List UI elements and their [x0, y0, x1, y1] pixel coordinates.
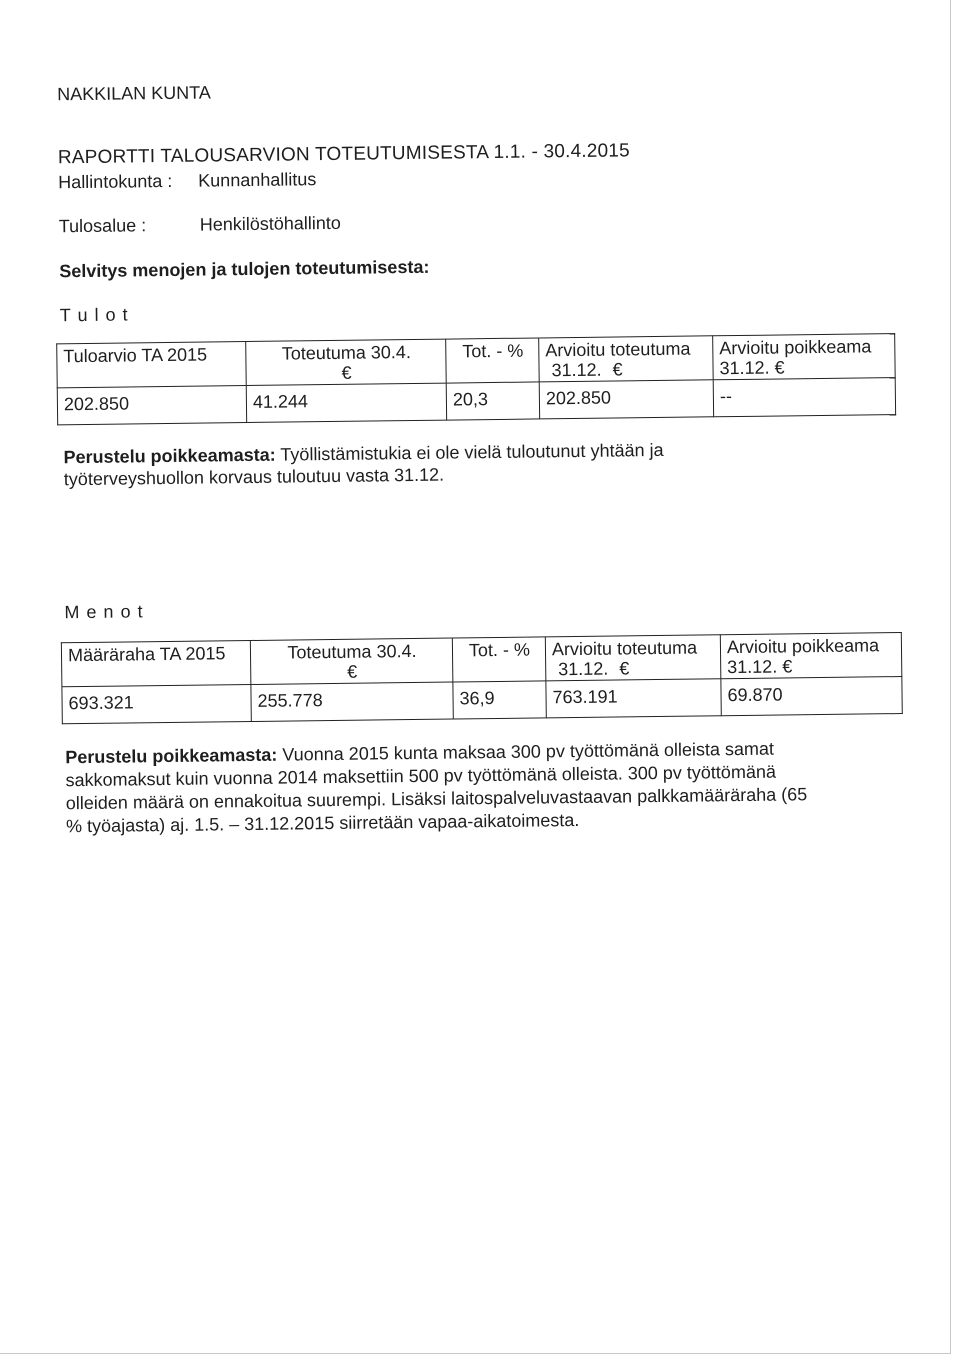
- expenses-header-percent: [452, 637, 546, 682]
- expenses-header-budget: [61, 640, 251, 686]
- income-header-estimated-unit: 31.12. €: [551, 359, 623, 381]
- expenses-justification: [65, 737, 808, 838]
- income-table: [56, 333, 896, 425]
- income-header-actual-label: Toteutuma 30.4.: [281, 342, 412, 364]
- expenses-justification-line-2: sakkomaksut kuin vuonna 2014 maksettiin 500 pv työttömänä olleista. 300 pv työttömänä: [65, 761, 777, 791]
- result-area-value: Henkilöstöhallinto: [199, 212, 341, 235]
- expenses-deviation-value: 69.870: [721, 677, 902, 716]
- income-percent-value: 20,3: [446, 382, 539, 420]
- expenses-table: [61, 632, 903, 724]
- expenses-header-percent-label: Tot. - %: [468, 639, 531, 661]
- expenses-header-estimated: [545, 635, 721, 681]
- income-deviation-value: --: [713, 378, 895, 417]
- report-title: RAPORTTI TALOUSARVION TOTEUTUMISESTA 1.1. - 30.4.2015: [57, 140, 631, 169]
- income-heading: T u l o t: [59, 304, 129, 326]
- expenses-heading: M e n o t: [64, 601, 144, 623]
- income-justification-line-2: työterveyshuollon korvaus tuloutuu vasta 31.12.: [63, 464, 445, 490]
- expenses-justification-text-1: Vuonna 2015 kunta maksaa 300 pv työttömänä olleista samat: [282, 738, 775, 765]
- expenses-justification-line-4: % työajasta) aj. 1.5. – 31.12.2015 siirretään vapaa-aikatoimesta.: [65, 809, 580, 837]
- income-header-actual: [246, 339, 447, 385]
- income-header-estimated: [539, 336, 714, 382]
- expenses-header-estimated-label: Arvioitu toteutuma: [551, 637, 698, 660]
- expenses-header-estimated-unit: 31.12. €: [558, 658, 630, 680]
- income-estimated-value: 202.850: [539, 380, 713, 419]
- result-area-label: Tulosalue :: [58, 215, 147, 237]
- expenses-header-deviation-label: Arvioitu poikkeama: [726, 635, 880, 658]
- income-header-percent: [446, 338, 540, 383]
- income-header-deviation-unit: 31.12. €: [719, 357, 785, 379]
- income-actual-value: 41.244: [246, 383, 446, 422]
- income-justification: [63, 439, 663, 490]
- expenses-budget-value: 693.321: [62, 684, 251, 723]
- expenses-justification-label: Perustelu poikkeamasta:: [65, 744, 278, 768]
- expenses-estimated-value: 763.191: [546, 679, 721, 718]
- expenses-header-actual-unit: €: [347, 661, 358, 682]
- expenses-header-actual: [250, 638, 453, 684]
- expenses-justification-line-3: olleiden määrä on ennakoitua suurempi. Lisäksi laitospalveluvastaavan palkkamääräraha (65: [65, 784, 808, 814]
- expenses-header-budget-label: Määräraha TA 2015: [67, 643, 226, 666]
- income-budget-value: 202.850: [57, 386, 246, 425]
- municipality-name: NAKKILAN KUNTA: [57, 82, 211, 105]
- income-header-percent-label: Tot. - %: [462, 340, 524, 362]
- income-header-deviation: [713, 334, 896, 380]
- expenses-header-deviation: [720, 633, 902, 679]
- expenses-header-deviation-unit: 31.12. €: [727, 656, 793, 678]
- income-header-actual-unit: €: [341, 362, 352, 383]
- admin-unit-label: Hallintokunta :: [58, 170, 173, 193]
- income-justification-text-1: Työllistämistukia ei ole vielä tuloutunut yhtään ja: [280, 439, 664, 465]
- explanation-heading: Selvitys menojen ja tulojen toteutumisesta:: [59, 256, 430, 282]
- income-header-estimated-label: Arvioitu toteutuma: [545, 338, 691, 361]
- expenses-actual-value: 255.778: [251, 682, 453, 721]
- income-header-budget: [57, 342, 247, 388]
- expenses-percent-value: 36,9: [453, 681, 546, 719]
- income-justification-label: Perustelu poikkeamasta:: [63, 444, 276, 468]
- income-header-deviation-label: Arvioitu poikkeama: [719, 336, 872, 359]
- admin-unit-value: Kunnanhallitus: [198, 169, 317, 191]
- expenses-header-actual-label: Toteutuma 30.4.: [287, 640, 417, 663]
- income-header-budget-label: Tuloarvio TA 2015: [63, 344, 208, 367]
